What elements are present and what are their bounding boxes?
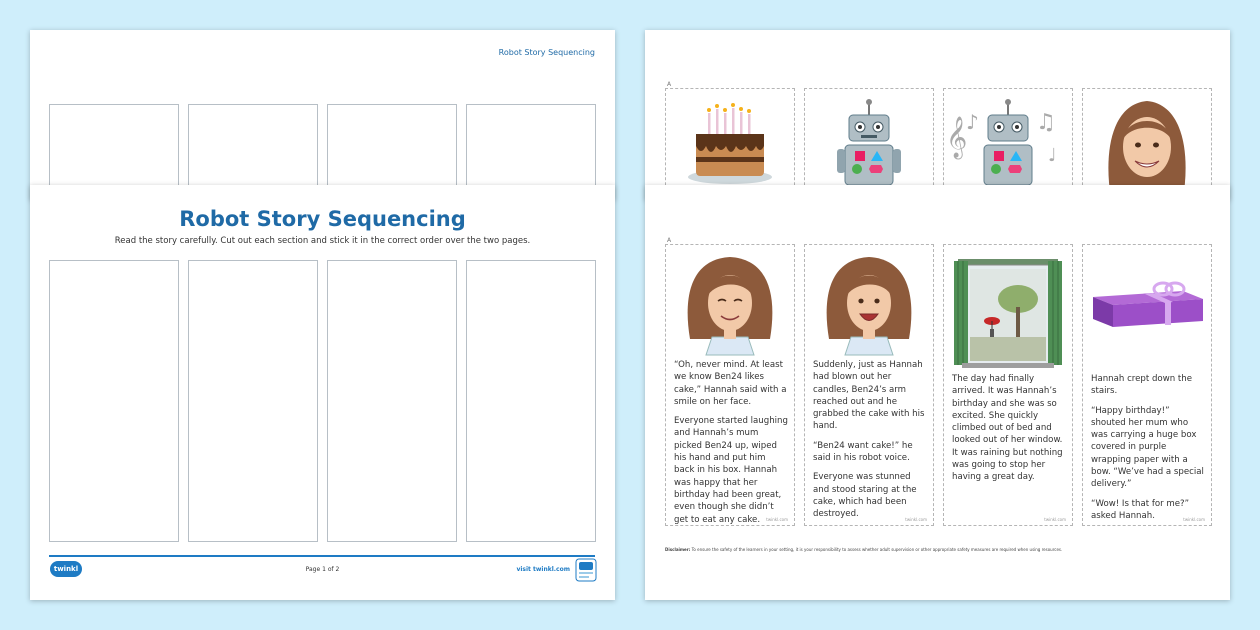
picture-card-singing-robot <box>943 88 1073 200</box>
card-source: twinkl.com <box>1044 517 1066 522</box>
present-box-icon <box>1083 275 1211 345</box>
rainy-window-icon <box>944 251 1072 371</box>
svg-text:♩: ♩ <box>1048 145 1057 166</box>
picture-card-cake <box>665 88 795 200</box>
story-text: Everyone was stunned and stood staring at the cake, which had been destroyed. <box>813 472 917 520</box>
svg-text:♪: ♪ <box>966 110 979 134</box>
disclaimer-text: To ensure the safety of the learners in your setting, it is your responsibility to assess whether adult supervision or other appropriate safety measures are required when using resources. <box>691 547 1063 552</box>
story-card <box>1082 244 1212 526</box>
svg-text:♫: ♫ <box>1036 110 1056 135</box>
footer-rule <box>49 555 595 557</box>
card-source: twinkl.com <box>1183 517 1205 522</box>
disclaimer <box>665 547 1210 552</box>
story-text: “Oh, never mind. At least we know Ben24 likes cake,” Hannah said with a smile on her face. <box>674 360 787 407</box>
singing-robot-icon <box>944 89 1072 200</box>
story-text: The day had finally arrived. It was Hannah’s birthday and she was so excited. She quickly climbed out of bed and looked out of her window. It was raining but nothing was going to stop her having a great day. <box>952 374 1063 483</box>
story-text: Hannah crept down the stairs. <box>1091 374 1193 397</box>
story-card <box>665 244 795 526</box>
instructions: Read the story carefully. Cut out each section and stick it in the correct order over the two pages. <box>114 236 531 246</box>
picture-card-girl <box>1082 88 1212 200</box>
girl-face-icon <box>1083 89 1211 200</box>
empty-panel <box>188 260 318 542</box>
story-text: Everyone started laughing and Hannah’s mum picked Ben24 up, wiped his hand and put him back in his box. Hannah was happy that her birthday had been great, even though she didn’t get to eat any cake. <box>674 416 788 525</box>
empty-panel <box>327 260 457 542</box>
back-sheet-header: Robot Story Sequencing <box>498 48 595 57</box>
empty-panel <box>49 260 179 542</box>
empty-panel <box>466 260 596 542</box>
site-link[interactable]: visit twinkl.com <box>516 566 570 573</box>
row-marker: A <box>667 81 672 88</box>
back-left-sheet <box>30 30 615 200</box>
page-number: Page 1 of 2 <box>305 566 340 573</box>
card-source: twinkl.com <box>905 517 927 522</box>
front-right-sheet <box>645 185 1230 600</box>
girl-surprised-icon <box>805 251 933 361</box>
row-marker: A <box>667 237 672 244</box>
story-text: “Happy birthday!” shouted her mum who was carrying a huge box covered in purple wrapping paper with a bow. “We’ve had a special delivery.” <box>1091 405 1204 490</box>
story-card <box>804 244 934 526</box>
quality-badge-icon <box>575 558 597 582</box>
robot-icon <box>805 89 933 200</box>
disclaimer-label: Disclaimer: <box>665 547 691 552</box>
birthday-cake-icon <box>666 89 794 200</box>
story-text: “Wow! Is that for me?” asked Hannah. <box>1091 498 1190 521</box>
picture-card-robot <box>804 88 934 200</box>
back-right-sheet <box>645 30 1230 200</box>
story-card <box>943 244 1073 526</box>
story-text: Suddenly, just as Hannah had blown out her candles, Ben24’s arm reached out and he grabbed the cake with his hand. <box>813 360 925 432</box>
front-left-sheet <box>30 185 615 600</box>
page-title: Robot Story Sequencing <box>179 207 466 231</box>
girl-smiling-icon <box>666 251 794 361</box>
svg-text:𝄞: 𝄞 <box>946 117 968 158</box>
card-source: twinkl.com <box>766 517 788 522</box>
story-text: “Ben24 want cake!” he said in his robot voice. <box>813 440 913 464</box>
brand-name: twinkl <box>53 565 79 573</box>
